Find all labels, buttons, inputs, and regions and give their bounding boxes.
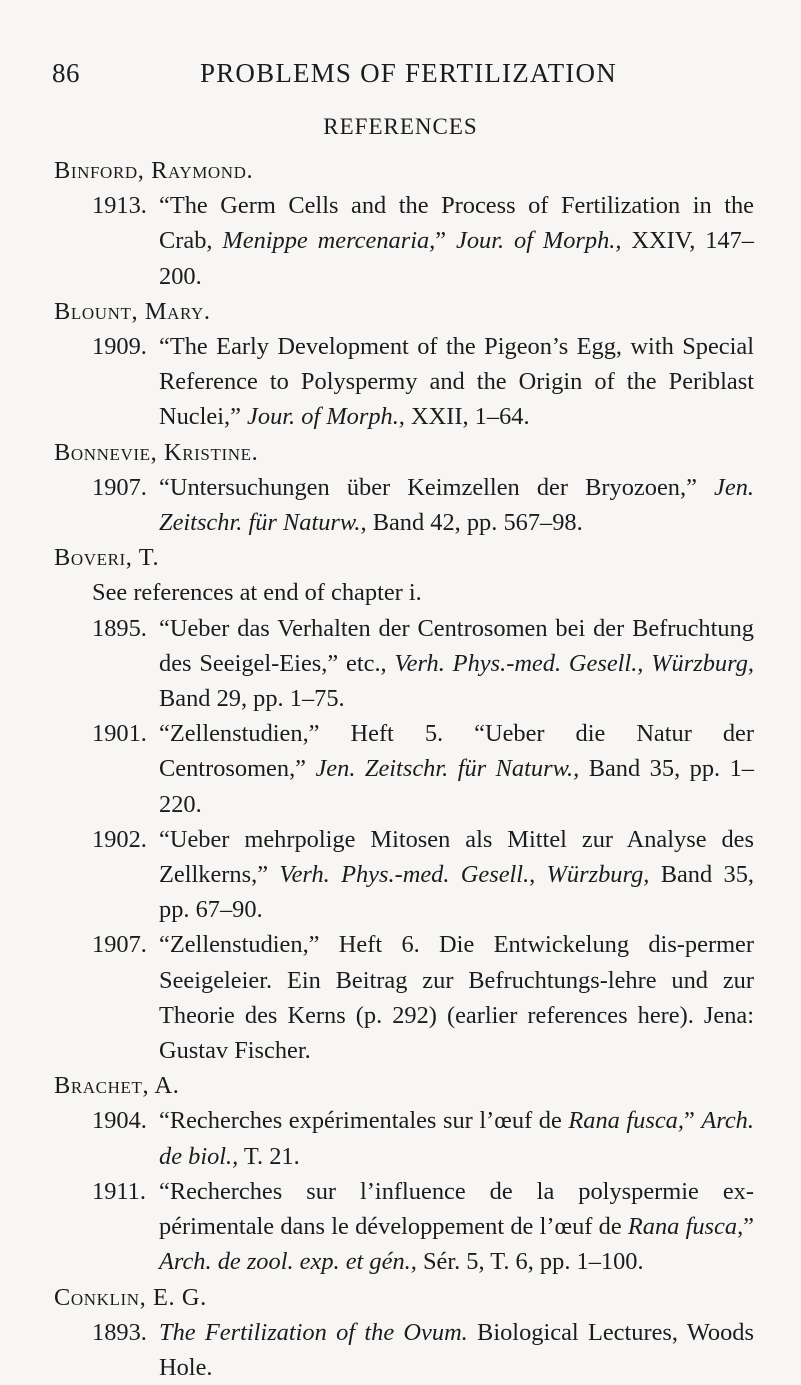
reference-italic-text: Verh. Phys.-med. Gesell., Würzburg, — [394, 649, 754, 677]
reference-year: 1902. — [92, 825, 147, 853]
reference-italic-text: Jour. of Morph., — [247, 403, 405, 431]
reference-entry — [54, 329, 754, 435]
reference-text — [159, 826, 754, 923]
section-title: REFERENCES — [323, 114, 478, 139]
reference-text — [159, 931, 754, 1064]
author-name: Conklin, E. G. — [54, 1283, 207, 1311]
reference-year: 1904. — [92, 1107, 147, 1135]
reference-entry — [54, 1103, 754, 1173]
reference-plain-text: Biological Lectures, Woods Hole. — [159, 1318, 754, 1381]
reference-italic-text: Jour. of Morph., — [456, 227, 622, 255]
reference-plain-text: “The Early Development of the Pigeon’s Egg, with Special Reference to Polyspermy and the Origin of the Periblast Nuclei,” — [159, 333, 754, 431]
reference-italic-text: Jen. Zeitschr. für Naturw., — [315, 755, 580, 783]
reference-text — [159, 1107, 754, 1169]
reference-year: 1909. — [92, 333, 147, 361]
reference-italic-text: Rana fusca, — [627, 1213, 744, 1241]
reference-plain-text: “Zellenstudien,” Heft 6. Die Entwickelung dis-permer Seeigeleier. Ein Beitrag zur Befruchtungs-lehre und zur Theorie des Kerns (p. 292) (earlier references here). Jena: Gustav Fischer. — [159, 931, 754, 1065]
reference-entry — [54, 470, 754, 540]
reference-italic-text: Arch. de biol., — [159, 1107, 754, 1170]
page-number: 86 — [52, 58, 80, 88]
reference-plain-text: T. 21. — [238, 1142, 300, 1170]
author-name: Boveri, T. — [54, 544, 160, 572]
reference-plain-text: Band 35, pp. 1–220. — [159, 755, 754, 818]
reference-entry — [54, 822, 754, 928]
reference-plain-text: ” — [435, 227, 457, 255]
reference-italic-text: Menippe mercenaria, — [222, 227, 436, 255]
reference-year: 1907. — [92, 473, 147, 501]
reference-plain-text: Band 42, pp. 567–98. — [366, 509, 583, 537]
reference-text — [159, 474, 754, 536]
reference-text — [159, 720, 754, 817]
reference-plain-text: “Ueber das Verhalten der Centrosomen bei der Befruchtung des Seeigel-Eies,” etc., — [159, 614, 754, 677]
author-note: See references at end of chapter i. — [92, 579, 422, 607]
reference-entry — [54, 716, 754, 822]
page-header — [0, 58, 801, 94]
reference-plain-text: ” — [743, 1213, 754, 1241]
reference-plain-text: “Recherches expérimentales sur l’œuf de — [159, 1107, 569, 1135]
reference-entry — [54, 927, 754, 1068]
reference-entry — [54, 1315, 754, 1385]
reference-plain-text: XXIV, 147–200. — [159, 227, 755, 290]
reference-italic-text: Jen. Zeitschr. für Naturw., — [159, 473, 754, 537]
reference-plain-text: XXII, 1–64. — [404, 403, 530, 431]
reference-plain-text: “Ueber mehrpolige Mitosen als Mittel zur Analyse des Zellkerns,” — [159, 825, 754, 889]
reference-entry — [54, 188, 754, 294]
reference-entry — [54, 611, 754, 717]
reference-plain-text: “Zellenstudien,” Heft 5. “Ueber die Natur der Centrosomen,” — [159, 720, 754, 783]
reference-text — [159, 1178, 754, 1275]
reference-plain-text: “The Germ Cells and the Process of Fertilization in the Crab, — [159, 192, 754, 255]
author-name: Binford, Raymond. — [54, 157, 254, 184]
reference-plain-text: “Recherches sur l’influence de la polyspermie ex-périmentale dans le développement de l’œuf de — [159, 1177, 754, 1241]
author-name: Brachet, A. — [54, 1072, 180, 1100]
reference-year: 1893. — [92, 1318, 147, 1346]
reference-plain-text: Band 35, pp. 67–90. — [159, 861, 755, 924]
reference-plain-text: ” — [683, 1107, 702, 1135]
reference-entry — [54, 1174, 754, 1280]
author-name: Bonnevie, Kristine. — [54, 438, 259, 466]
reference-italic-text: Rana fusca, — [568, 1107, 684, 1135]
reference-text — [159, 1319, 754, 1381]
reference-year: 1911. — [92, 1177, 146, 1205]
reference-italic-text: Verh. Phys.-med. Gesell., Würzburg, — [279, 861, 650, 889]
reference-text — [159, 615, 754, 712]
reference-list — [54, 153, 754, 1385]
reference-plain-text: Sér. 5, T. 6, pp. 1–100. — [416, 1248, 644, 1276]
reference-text — [159, 333, 754, 430]
reference-year: 1913. — [92, 192, 147, 220]
running-head: PROBLEMS OF FERTILIZATION — [200, 58, 617, 88]
reference-year: 1907. — [92, 931, 147, 959]
reference-year: 1895. — [92, 614, 147, 642]
reference-plain-text: “Untersuchungen über Keimzellen der Bryozoen,” — [159, 473, 715, 501]
reference-year: 1901. — [92, 720, 147, 748]
reference-text — [159, 192, 754, 289]
reference-italic-text: The Fertilization of the Ovum. — [159, 1318, 468, 1346]
author-name: Blount, Mary. — [54, 297, 211, 325]
reference-italic-text: Arch. de zool. exp. et gén., — [159, 1248, 417, 1276]
reference-plain-text: Band 29, pp. 1–75. — [159, 685, 345, 713]
